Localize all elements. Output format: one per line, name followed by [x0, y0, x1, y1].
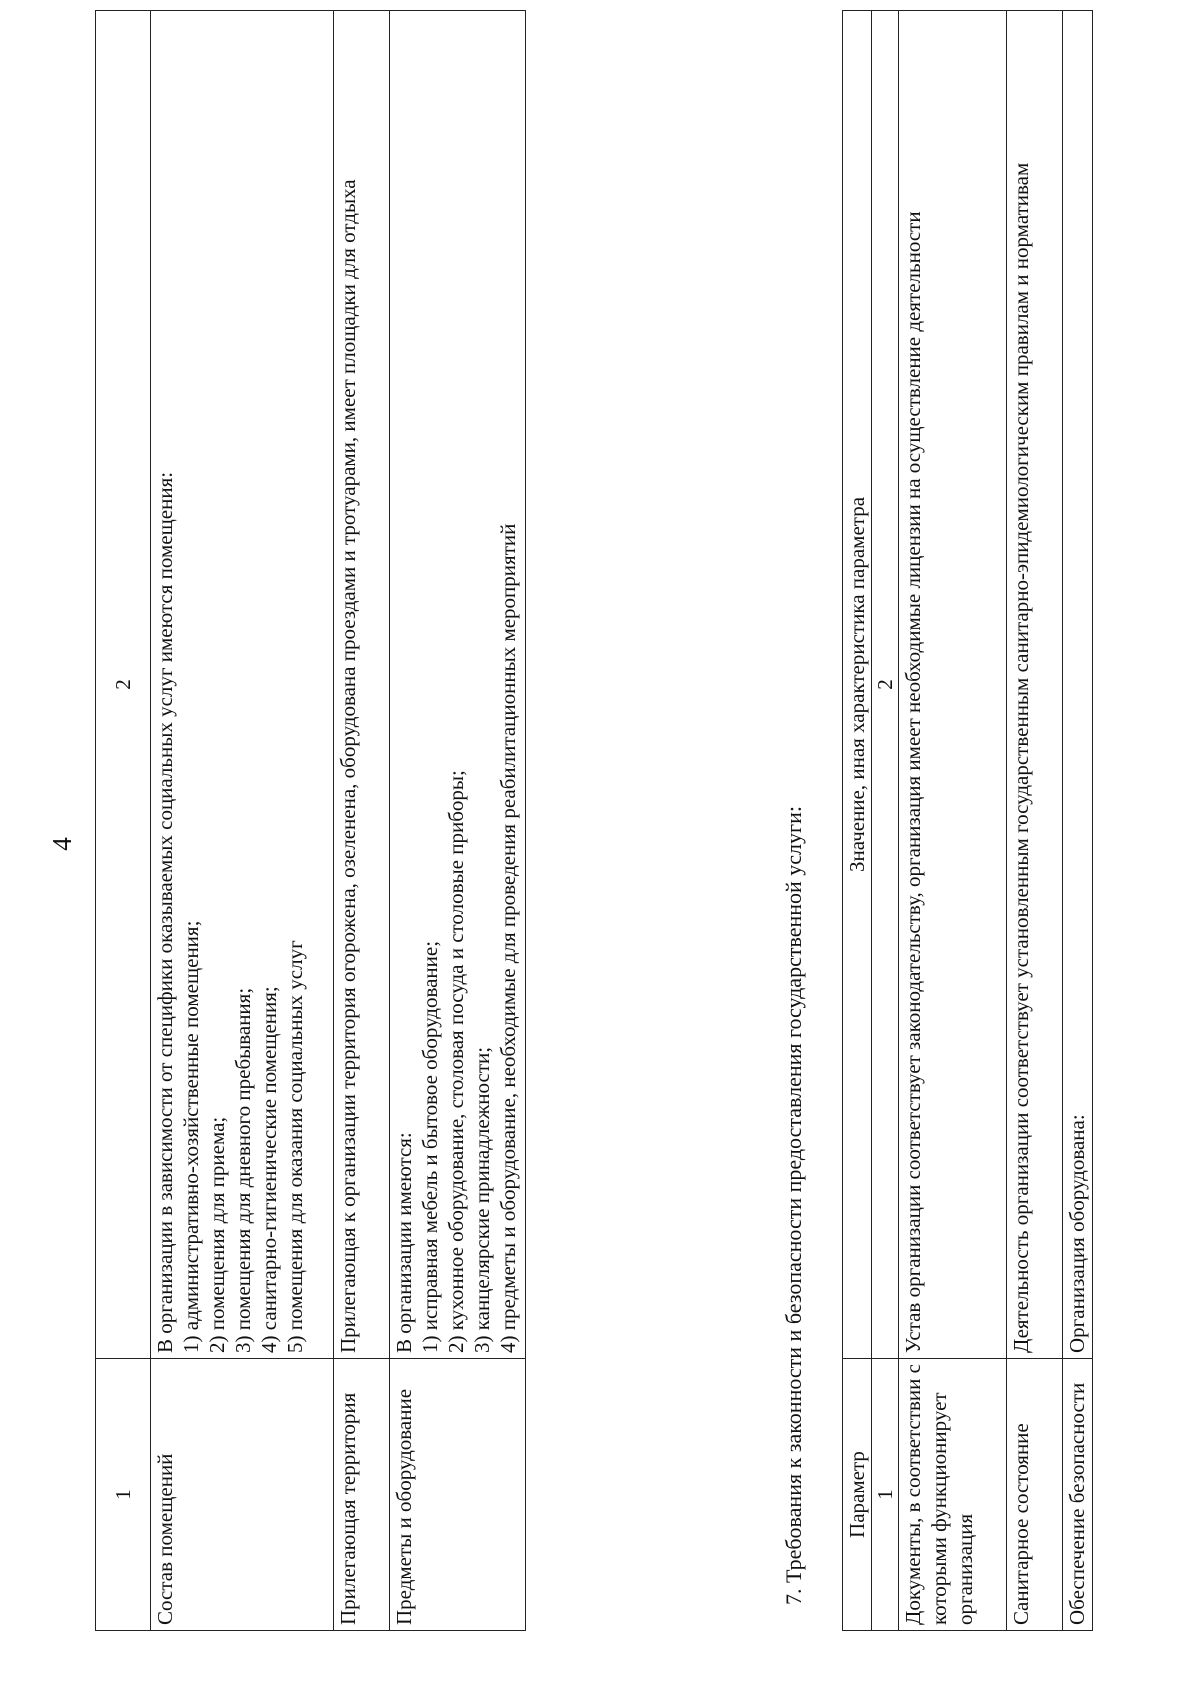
- list-item: 4) санитарно-гигиенические помещения;: [257, 986, 281, 1353]
- value-cell: [390, 11, 526, 1359]
- value-cell: [151, 11, 334, 1359]
- header-value: Значение, иная характеристика параметра: [843, 11, 872, 1359]
- value-intro: Прилегающая к организации территория огорожена, озеленена, оборудована проездами и тротуарами, имеет площадки для отдыха: [336, 179, 360, 1353]
- column-number-2: 2: [872, 11, 899, 1359]
- value-cell: Деятельность организации соответствует установленным государственным санитарно-эпидемиологическим правилам и нормативам: [1007, 11, 1063, 1359]
- list-item: 1) исправная мебель и бытовое оборудование;: [418, 940, 442, 1353]
- legality-safety-table: [842, 10, 1093, 1631]
- value-cell: Организация оборудована:: [1063, 11, 1093, 1359]
- value-cell: [334, 11, 390, 1359]
- list-item: 2) кухонное оборудование, столовая посуда и столовые приборы;: [444, 770, 468, 1353]
- column-number-row: [96, 11, 151, 1631]
- list-item: 4) предметы и оборудование, необходимые для проведения реабилитационных мероприятий: [496, 523, 520, 1353]
- table-row: [1007, 11, 1063, 1631]
- param-cell: Обеспечение безопасности: [1063, 1359, 1093, 1631]
- page-number: 4: [47, 837, 77, 851]
- table-row: [899, 11, 1007, 1631]
- column-number-2: 2: [96, 11, 151, 1359]
- param-cell: Прилегающая территория: [334, 1359, 390, 1631]
- param-cell: Предметы и оборудование: [390, 1359, 526, 1631]
- value-intro: В организации имеются:: [392, 1132, 416, 1353]
- table-row: [334, 11, 390, 1631]
- list-item: 3) канцелярские принадлежности;: [470, 1046, 494, 1353]
- param-cell: Документы, в соответствии с которыми функционирует организация: [899, 1359, 1007, 1631]
- header-parameter: Параметр: [843, 1359, 872, 1631]
- list-item: 2) помещения для приема;: [205, 1116, 229, 1353]
- param-cell: Состав помещений: [151, 1359, 334, 1631]
- premises-table: [95, 10, 526, 1631]
- table-row: [390, 11, 526, 1631]
- column-number-1: 1: [872, 1359, 899, 1631]
- list-item: 1) административно-хозяйственные помещения;: [179, 920, 203, 1353]
- value-intro: В организации в зависимости от специфики оказываемых социальных услуг имеются помещения:: [153, 471, 177, 1353]
- section-7-heading: 7. Требования к законности и безопасности предоставления государственной услуги:: [781, 806, 806, 1605]
- table-row: [151, 11, 334, 1631]
- list-item: 5) помещения для оказания социальных услуг: [283, 940, 307, 1353]
- value-cell: Устав организации соответствует законодательству, организация имеет необходимые лицензии на осуществление деятельности: [899, 11, 1007, 1359]
- table-row: [1063, 11, 1093, 1631]
- param-cell: Санитарное состояние: [1007, 1359, 1063, 1631]
- column-number-row: [872, 11, 899, 1631]
- header-row: [843, 11, 872, 1631]
- list-item: 3) помещения для дневного пребывания;: [231, 987, 255, 1353]
- column-number-1: 1: [96, 1359, 151, 1631]
